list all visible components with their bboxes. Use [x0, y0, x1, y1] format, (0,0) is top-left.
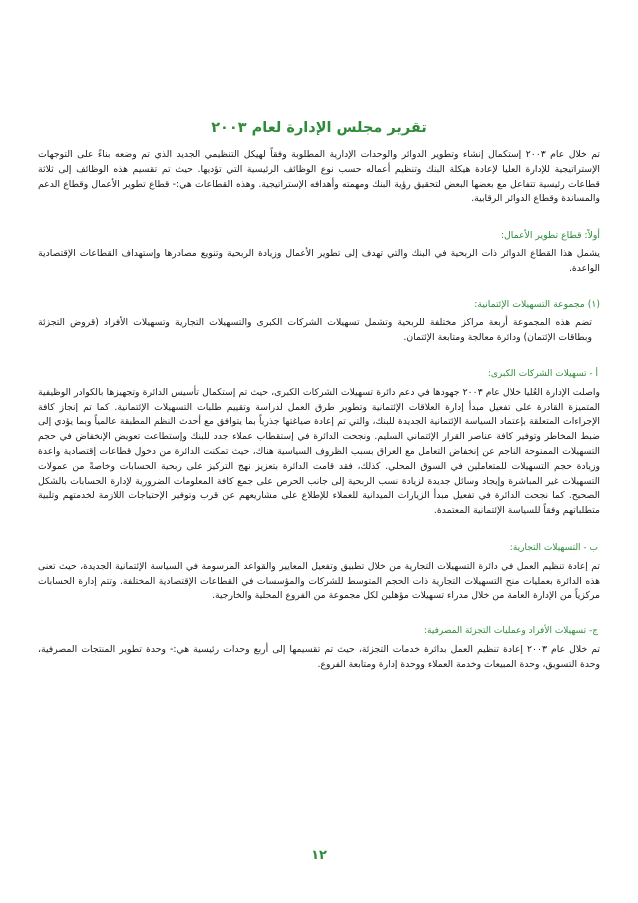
- subsection-heading-corporate: أ - تسهيلات الشركات الكبرى:: [487, 368, 598, 379]
- section-heading-credit-facilities: (١) مجموعة التسهيلات الإئتمانية:: [474, 298, 600, 310]
- subsection-corporate-text: واصلت الإدارة العُليا خلال عام ٢٠٠٣ جهودها في دعم دائرة تسهيلات الشركات الكبرى، حيث تم إستكمال تأسيس الدائرة وتجهيزها بالكوادر الوظيفية المتميزة القادرة على تفعيل مبدأ إدارة العلاقات الإئتمانية وتطوير طرق العمل لدراسة وتقييم طلبات التسهيلات الإئتمانية. كما تم إنجاز كافة الإجراءات المتعلقة بإعتماد السياسة الإئتمانية الجديدة للبنك، والتي تم إعادة صياغتها جذرياً بما يتوافق مع أحدث النظم المطبقة عالمياً وبما يؤدي إلى ضبط المخاطر وتوفير كافة عناصر القرار الإئتماني السليم. ونجحت الدائرة في إستقطاب عملاء جدد للبنك وإستطاعت تعويض الإنخفاض في حجم التسهيلات الممنوحة الناجم عن إنخفاض التعامل مع العراق بسبب الظروف السياسية هناك، حيث تمكنت الدائرة من دخول قطاعات إقتصادية واعدة وزيادة حجم التسهيلات للمتعاملين في السوق المحلي. كذلك، فقد قامت الدائرة بتعزيز نهج التركيز على ربحية الحسابات وخاصةً من عمولات التسهيلات غير المباشرة وإيجاد وسائل جديدة لزيادة نسب الربحية إلى جانب الحرص على جمع كافة المعلومات الضرورية لإدارة الحسابات بالشكل الصحيح. كما نجحت الدائرة في تفعيل مبدأ الزيارات الميدانية للعملاء للإطلاع على مشاريعهم عن قرب وتوفير الإحتياجات اللازمة لخدمتهم وتلبية متطلباتهم وفقاً للسياسة الإئتمانية المعتمدة.: [38, 386, 600, 517]
- intro-paragraph: تم خلال عام ٢٠٠٣ إستكمال إنشاء وتطوير الدوائر والوحدات الإدارية المطلوبة وفقاً لهيكل التنظيمي الجديد الذي تم وضعه بناءً على التوجهات الإستراتيجية للإدارة العليا لإعادة هيكلة البنك وتنظيم أعماله حسب نوع الوظائف الرئيسية التي تؤديها. حيث تم تقسيم هذه الوظائف إلى ثلاثة قطاعات رئيسية تتفاعل مع بعضها البعض لتحقيق رؤية البنك ومهمته وأهدافه الإستراتيجية. وهذه القطاعات هي:- قطاع تطوير الأعمال وقطاع الدعم والمساندة وقطاع الدوائر الرقابية.: [38, 149, 600, 205]
- subsection-heading-commercial: ب - التسهيلات التجارية:: [509, 542, 598, 553]
- section-business-development-text: يشمل هذا القطاع الدوائر ذات الربحية في البنك والتي تهدف إلى تطوير الأعمال وزيادة الربحية وتنويع مصادرها وإستهداف القطاعات الإقتصادية الواعدة.: [38, 247, 600, 274]
- section-credit-facilities-text: تضم هذه المجموعة أربعة مراكز مختلفة للربحية وتشمل تسهيلات الشركات الكبرى والتسهيلات التجارية وتسهيلات الأفراد (قروض التجزئة وبطاقات الإئتمان) ودائرة معالجة ومتابعة الإئتمان.: [38, 317, 592, 344]
- section-heading-business-development: أولاً: قطاع تطوير الأعمال:: [500, 230, 600, 242]
- subsection-retail-text: تم خلال عام ٢٠٠٣ إعادة تنظيم العمل بدائرة خدمات التجزئة، حيث تم تقسيمها إلى أربع وحدات رئيسية هي:- وحدة تطوير المنتجات المصرفية، وحدة التسويق، وحدة المبيعات وخدمة العملاء ووحدة إدارة ومتابعة الفروع.: [38, 643, 601, 670]
- page-number: ١٢: [311, 848, 327, 863]
- subsection-heading-retail: ج- تسهيلات الأفراد وعمليات التجزئة المصرفية:: [424, 626, 598, 637]
- report-body: [38, 148, 600, 673]
- subsection-commercial-text: تم إعادة تنظيم العمل في دائرة التسهيلات التجارية من خلال تطبيق وتفعيل المعايير والقواعد المرسومة في السياسة الإئتمانية الجديدة، حيث تعنى هذه الدائرة بعمليات منح التسهيلات التجارية ذات الحجم المتوسط للشركات والمؤسسات في القطاعات الإقتصادية المختلفة. وتتم إدارة الحسابات مركزياً من الإدارة العامة من خلال مدراء تسهيلات مؤهلين لكل مجموعة من الفروع المحلية والخارجية.: [38, 560, 600, 602]
- page-title: تقرير مجلس الإدارة لعام ٢٠٠٣: [211, 120, 427, 136]
